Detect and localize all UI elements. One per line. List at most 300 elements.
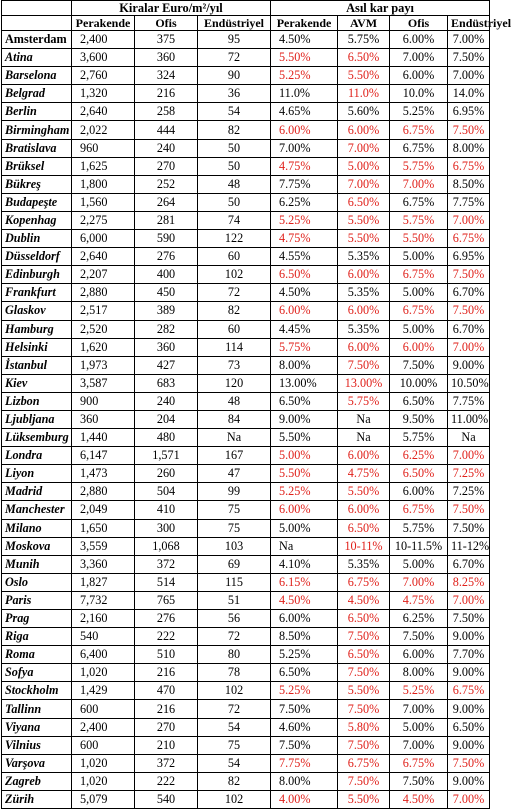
city-name-cell: Paris bbox=[2, 591, 72, 609]
rent-office-cell: 480 bbox=[135, 429, 198, 447]
city-name-cell: Amsterdam bbox=[2, 31, 72, 49]
yield-retail-cell: 7.50% bbox=[271, 736, 338, 754]
rent-industrial-cell: 54 bbox=[198, 754, 271, 772]
yield-mall-cell: 5.50% bbox=[338, 211, 390, 229]
yield-mall-cell: 5.80% bbox=[338, 718, 390, 736]
yield-mall-cell: 4.50% bbox=[338, 591, 390, 609]
rent-retail-cell: 2,880 bbox=[72, 284, 135, 302]
rent-retail-cell: 1,620 bbox=[72, 338, 135, 356]
yield-mall-cell: 6.00% bbox=[338, 266, 390, 284]
yield-group-header: Asıl kar payı bbox=[271, 1, 490, 16]
rent-retail-cell: 1,020 bbox=[72, 754, 135, 772]
yield-office-cell: 6.75% bbox=[390, 193, 448, 211]
rent-office-cell: 514 bbox=[135, 573, 198, 591]
table-row bbox=[2, 230, 490, 248]
yield-retail-cell: 4.50% bbox=[271, 591, 338, 609]
yield-retail-cell: 5.25% bbox=[271, 646, 338, 664]
yield-industrial-cell: 9.00% bbox=[448, 700, 490, 718]
rent-office-cell: 222 bbox=[135, 772, 198, 790]
yield-retail-cell: 5.25% bbox=[271, 67, 338, 85]
yield-mall-cell: 5.50% bbox=[338, 682, 390, 700]
yield-mall-cell: 7.50% bbox=[338, 628, 390, 646]
rent-retail-cell: 600 bbox=[72, 736, 135, 754]
rent-industrial-cell: 84 bbox=[198, 410, 271, 428]
city-name-cell: Atina bbox=[2, 49, 72, 67]
yield-industrial-cell: 7.00% bbox=[448, 338, 490, 356]
table-row bbox=[2, 519, 490, 537]
yield-retail-cell: 7.50% bbox=[271, 700, 338, 718]
city-name-cell: Roma bbox=[2, 646, 72, 664]
yield-industrial-cell: 8.25% bbox=[448, 573, 490, 591]
rent-retail-cell: 1,827 bbox=[72, 573, 135, 591]
yield-retail-cell: 4.10% bbox=[271, 555, 338, 573]
rent-retail-cell: 900 bbox=[72, 392, 135, 410]
rent-industrial-cell: 48 bbox=[198, 175, 271, 193]
yield-mall-cell: 5.50% bbox=[338, 483, 390, 501]
yield-industrial-cell: 7.50% bbox=[448, 266, 490, 284]
yield-retail-cell: 5.75% bbox=[271, 338, 338, 356]
table-row bbox=[2, 664, 490, 682]
yield-retail-cell: 6.00% bbox=[271, 610, 338, 628]
yield-retail-cell: 4.45% bbox=[271, 320, 338, 338]
yield-industrial-cell: 6.95% bbox=[448, 248, 490, 266]
rent-yield-table-container bbox=[1, 0, 511, 809]
city-name-cell: Munih bbox=[2, 555, 72, 573]
rent-industrial-cell: 167 bbox=[198, 447, 271, 465]
table-row bbox=[2, 465, 490, 483]
rent-office-cell: 276 bbox=[135, 610, 198, 628]
yield-mall-cell: 7.50% bbox=[338, 772, 390, 790]
rent-office-cell: 260 bbox=[135, 465, 198, 483]
table-row bbox=[2, 591, 490, 609]
city-name-cell: Birmingham bbox=[2, 121, 72, 139]
yield-industrial-cell: 6.75% bbox=[448, 230, 490, 248]
yield-mall-cell: 6.75% bbox=[338, 754, 390, 772]
city-name-cell: Barselona bbox=[2, 67, 72, 85]
city-name-cell: Sofya bbox=[2, 664, 72, 682]
city-name-cell: Viyana bbox=[2, 718, 72, 736]
yield-office-cell: 6.25% bbox=[390, 447, 448, 465]
table-row bbox=[2, 628, 490, 646]
city-name-cell: Zürih bbox=[2, 790, 72, 808]
rent-office-cell: 360 bbox=[135, 338, 198, 356]
corner-cell bbox=[2, 1, 72, 16]
table-row bbox=[2, 211, 490, 229]
rent-office-cell: 1,571 bbox=[135, 447, 198, 465]
yield-industrial-cell: 7.00% bbox=[448, 591, 490, 609]
table-row bbox=[2, 157, 490, 175]
rent-industrial-cell: 69 bbox=[198, 555, 271, 573]
yield-office-cell: 6.75% bbox=[390, 754, 448, 772]
yield-retail-cell: 13.00% bbox=[271, 374, 338, 392]
yield-industrial-cell: 9.00% bbox=[448, 736, 490, 754]
yield-mall-cell: 5.75% bbox=[338, 31, 390, 49]
yield-office-cell: 5.50% bbox=[390, 230, 448, 248]
table-row bbox=[2, 31, 490, 49]
city-name-cell: Belgrad bbox=[2, 85, 72, 103]
rent-office-cell: 590 bbox=[135, 230, 198, 248]
city-name-cell: Vilnius bbox=[2, 736, 72, 754]
rent-office-cell: 1,068 bbox=[135, 537, 198, 555]
yield-mall-cell: 6.00% bbox=[338, 338, 390, 356]
rent-retail-cell: 1,625 bbox=[72, 157, 135, 175]
rent-retail-cell: 2,640 bbox=[72, 248, 135, 266]
city-name-cell: Bratislava bbox=[2, 139, 72, 157]
yield-office-cell: 4.50% bbox=[390, 790, 448, 808]
yield-industrial-cell: 7.50% bbox=[448, 302, 490, 320]
yield-office-cell: 6.75% bbox=[390, 501, 448, 519]
table-row bbox=[2, 193, 490, 211]
rent-industrial-cell: 80 bbox=[198, 646, 271, 664]
rent-industrial-cell: 51 bbox=[198, 591, 271, 609]
rent-industrial-cell: 72 bbox=[198, 49, 271, 67]
table-row bbox=[2, 49, 490, 67]
yield-office-cell: 6.50% bbox=[390, 392, 448, 410]
table-body bbox=[2, 31, 490, 809]
yield-office-cell: 5.75% bbox=[390, 429, 448, 447]
table-row bbox=[2, 85, 490, 103]
yield-industrial-cell: 6.75% bbox=[448, 157, 490, 175]
yield-office-cell: 8.00% bbox=[390, 664, 448, 682]
yield-industrial-cell: 8.00% bbox=[448, 139, 490, 157]
yield-retail-cell: 7.75% bbox=[271, 175, 338, 193]
table-row bbox=[2, 266, 490, 284]
yield-mall-cell: 5.35% bbox=[338, 284, 390, 302]
yield-office-cell: 7.50% bbox=[390, 772, 448, 790]
yield-industrial-cell: 7.50% bbox=[448, 49, 490, 67]
rent-office-cell: 372 bbox=[135, 754, 198, 772]
yield-industrial-cell: 8.50% bbox=[448, 175, 490, 193]
rent-retail-cell: 3,559 bbox=[72, 537, 135, 555]
yield-mall-cell: 7.00% bbox=[338, 139, 390, 157]
table-row bbox=[2, 248, 490, 266]
yield-office-cell: 6.00% bbox=[390, 646, 448, 664]
yield-industrial-cell: 11-12% bbox=[448, 537, 490, 555]
table-row bbox=[2, 610, 490, 628]
rent-office-cell: 450 bbox=[135, 284, 198, 302]
yield-office-cell: 7.00% bbox=[390, 175, 448, 193]
yield-industrial-cell: 9.00% bbox=[448, 772, 490, 790]
yield-retail-cell: 8.50% bbox=[271, 628, 338, 646]
rent-industrial-cell: 50 bbox=[198, 139, 271, 157]
city-name-cell: Düsseldorf bbox=[2, 248, 72, 266]
rent-office-cell: 470 bbox=[135, 682, 198, 700]
yield-retail-cell: 9.00% bbox=[271, 410, 338, 428]
rent-retail-cell: 3,587 bbox=[72, 374, 135, 392]
yield-mall-cell: Na bbox=[338, 429, 390, 447]
rent-industrial-cell: 56 bbox=[198, 610, 271, 628]
yield-industrial-cell: 7.00% bbox=[448, 790, 490, 808]
col-header-yield-industrial: Endüstriyel bbox=[448, 16, 490, 31]
table-row bbox=[2, 302, 490, 320]
rent-office-cell: 276 bbox=[135, 248, 198, 266]
yield-mall-cell: 6.50% bbox=[338, 49, 390, 67]
yield-industrial-cell: 7.75% bbox=[448, 392, 490, 410]
yield-office-cell: 6.00% bbox=[390, 483, 448, 501]
yield-mall-cell: 5.50% bbox=[338, 790, 390, 808]
yield-retail-cell: 6.25% bbox=[271, 193, 338, 211]
table-row bbox=[2, 356, 490, 374]
rent-retail-cell: 1,020 bbox=[72, 772, 135, 790]
yield-retail-cell: 11.0% bbox=[271, 85, 338, 103]
rent-retail-cell: 1,020 bbox=[72, 664, 135, 682]
rent-retail-cell: 1,440 bbox=[72, 429, 135, 447]
yield-retail-cell: 6.50% bbox=[271, 664, 338, 682]
yield-industrial-cell: 9.00% bbox=[448, 664, 490, 682]
yield-mall-cell: 7.50% bbox=[338, 700, 390, 718]
yield-office-cell: 5.00% bbox=[390, 718, 448, 736]
rent-retail-cell: 3,360 bbox=[72, 555, 135, 573]
table-row bbox=[2, 772, 490, 790]
yield-office-cell: 6.75% bbox=[390, 266, 448, 284]
city-name-cell: Berlin bbox=[2, 103, 72, 121]
yield-industrial-cell: 7.00% bbox=[448, 447, 490, 465]
yield-retail-cell: 4.65% bbox=[271, 103, 338, 121]
yield-retail-cell: 7.75% bbox=[271, 754, 338, 772]
rent-industrial-cell: 60 bbox=[198, 248, 271, 266]
rent-retail-cell: 2,049 bbox=[72, 501, 135, 519]
rent-office-cell: 389 bbox=[135, 302, 198, 320]
city-name-cell: Madrid bbox=[2, 483, 72, 501]
rent-industrial-cell: 75 bbox=[198, 501, 271, 519]
rent-industrial-cell: 72 bbox=[198, 284, 271, 302]
col-header-yield-retail: Perakende bbox=[271, 16, 338, 31]
rent-office-cell: 427 bbox=[135, 356, 198, 374]
rent-office-cell: 240 bbox=[135, 392, 198, 410]
rent-office-cell: 360 bbox=[135, 49, 198, 67]
yield-office-cell: 6.75% bbox=[390, 121, 448, 139]
yield-industrial-cell: 7.50% bbox=[448, 501, 490, 519]
yield-mall-cell: 5.35% bbox=[338, 248, 390, 266]
yield-retail-cell: 4.50% bbox=[271, 31, 338, 49]
table-row bbox=[2, 718, 490, 736]
rent-retail-cell: 6,000 bbox=[72, 230, 135, 248]
yield-industrial-cell: 7.50% bbox=[448, 519, 490, 537]
rent-office-cell: 270 bbox=[135, 157, 198, 175]
yield-industrial-cell: 7.25% bbox=[448, 465, 490, 483]
table-row bbox=[2, 682, 490, 700]
rent-yield-table bbox=[1, 0, 511, 809]
yield-retail-cell: 5.50% bbox=[271, 49, 338, 67]
rent-industrial-cell: 78 bbox=[198, 664, 271, 682]
rent-office-cell: 410 bbox=[135, 501, 198, 519]
rent-office-cell: 270 bbox=[135, 718, 198, 736]
rent-office-cell: 216 bbox=[135, 664, 198, 682]
table-row bbox=[2, 392, 490, 410]
rent-retail-cell: 2,022 bbox=[72, 121, 135, 139]
rent-retail-cell: 1,800 bbox=[72, 175, 135, 193]
rent-office-cell: 540 bbox=[135, 790, 198, 808]
city-name-cell: Bükreş bbox=[2, 175, 72, 193]
yield-retail-cell: 6.00% bbox=[271, 302, 338, 320]
yield-office-cell: 5.00% bbox=[390, 248, 448, 266]
table-row bbox=[2, 790, 490, 808]
rent-industrial-cell: 72 bbox=[198, 700, 271, 718]
rent-retail-cell: 6,147 bbox=[72, 447, 135, 465]
yield-mall-cell: 6.50% bbox=[338, 646, 390, 664]
rent-retail-cell: 2,517 bbox=[72, 302, 135, 320]
yield-office-cell: 6.00% bbox=[390, 31, 448, 49]
rent-retail-cell: 1,650 bbox=[72, 519, 135, 537]
yield-mall-cell: 5.35% bbox=[338, 320, 390, 338]
yield-retail-cell: 4.50% bbox=[271, 284, 338, 302]
city-name-cell: Helsinki bbox=[2, 338, 72, 356]
yield-mall-cell: 11.0% bbox=[338, 85, 390, 103]
rent-office-cell: 252 bbox=[135, 175, 198, 193]
rent-retail-cell: 1,560 bbox=[72, 193, 135, 211]
yield-office-cell: 5.25% bbox=[390, 682, 448, 700]
rent-industrial-cell: 73 bbox=[198, 356, 271, 374]
yield-mall-cell: 10-11% bbox=[338, 537, 390, 555]
rent-industrial-cell: 74 bbox=[198, 211, 271, 229]
city-name-cell: Kiev bbox=[2, 374, 72, 392]
table-row bbox=[2, 284, 490, 302]
yield-mall-cell: 4.75% bbox=[338, 465, 390, 483]
table-row bbox=[2, 429, 490, 447]
table-row bbox=[2, 121, 490, 139]
table-row bbox=[2, 374, 490, 392]
city-name-cell: Riga bbox=[2, 628, 72, 646]
rent-office-cell: 281 bbox=[135, 211, 198, 229]
yield-retail-cell: 4.60% bbox=[271, 718, 338, 736]
yield-industrial-cell: 6.95% bbox=[448, 103, 490, 121]
rent-industrial-cell: 36 bbox=[198, 85, 271, 103]
yield-industrial-cell: 6.50% bbox=[448, 718, 490, 736]
yield-retail-cell: 6.15% bbox=[271, 573, 338, 591]
yield-mall-cell: 7.50% bbox=[338, 356, 390, 374]
table-row bbox=[2, 320, 490, 338]
rent-retail-cell: 2,880 bbox=[72, 483, 135, 501]
yield-industrial-cell: 7.00% bbox=[448, 31, 490, 49]
yield-office-cell: 4.75% bbox=[390, 591, 448, 609]
rent-retail-cell: 5,079 bbox=[72, 790, 135, 808]
yield-retail-cell: 5.25% bbox=[271, 483, 338, 501]
yield-mall-cell: 5.35% bbox=[338, 555, 390, 573]
rent-office-cell: 765 bbox=[135, 591, 198, 609]
rent-office-cell: 264 bbox=[135, 193, 198, 211]
yield-office-cell: 10-11.5% bbox=[390, 537, 448, 555]
yield-office-cell: 7.00% bbox=[390, 700, 448, 718]
rent-industrial-cell: 50 bbox=[198, 193, 271, 211]
yield-retail-cell: 6.50% bbox=[271, 392, 338, 410]
yield-industrial-cell: 9.00% bbox=[448, 628, 490, 646]
rent-retail-cell: 540 bbox=[72, 628, 135, 646]
rent-office-cell: 204 bbox=[135, 410, 198, 428]
yield-mall-cell: 6.00% bbox=[338, 447, 390, 465]
yield-industrial-cell: 7.70% bbox=[448, 646, 490, 664]
city-name-cell: Budapeşte bbox=[2, 193, 72, 211]
rent-industrial-cell: 60 bbox=[198, 320, 271, 338]
rent-industrial-cell: 75 bbox=[198, 519, 271, 537]
rent-industrial-cell: 48 bbox=[198, 392, 271, 410]
yield-mall-cell: 7.00% bbox=[338, 175, 390, 193]
yield-mall-cell: 5.60% bbox=[338, 103, 390, 121]
rent-office-cell: 216 bbox=[135, 85, 198, 103]
city-name-cell: Milano bbox=[2, 519, 72, 537]
yield-industrial-cell: 7.50% bbox=[448, 754, 490, 772]
city-name-cell: İstanbul bbox=[2, 356, 72, 374]
city-name-cell: Glaskov bbox=[2, 302, 72, 320]
rent-office-cell: 240 bbox=[135, 139, 198, 157]
col-header-rent-industrial: Endüstriyel bbox=[198, 16, 271, 31]
rent-industrial-cell: 95 bbox=[198, 31, 271, 49]
rent-office-cell: 444 bbox=[135, 121, 198, 139]
rent-industrial-cell: 50 bbox=[198, 157, 271, 175]
yield-mall-cell: 6.00% bbox=[338, 501, 390, 519]
city-header-cell bbox=[2, 16, 72, 31]
rent-retail-cell: 1,429 bbox=[72, 682, 135, 700]
rent-office-cell: 504 bbox=[135, 483, 198, 501]
rent-industrial-cell: 114 bbox=[198, 338, 271, 356]
table-row bbox=[2, 646, 490, 664]
yield-mall-cell: 7.50% bbox=[338, 736, 390, 754]
city-name-cell: Ljubljana bbox=[2, 410, 72, 428]
yield-retail-cell: Na bbox=[271, 537, 338, 555]
table-row bbox=[2, 555, 490, 573]
rent-industrial-cell: 54 bbox=[198, 718, 271, 736]
city-name-cell: Varşova bbox=[2, 754, 72, 772]
yield-industrial-cell: 7.00% bbox=[448, 211, 490, 229]
yield-retail-cell: 5.00% bbox=[271, 519, 338, 537]
yield-office-cell: 9.50% bbox=[390, 410, 448, 428]
yield-industrial-cell: 6.75% bbox=[448, 682, 490, 700]
city-name-cell: Liyon bbox=[2, 465, 72, 483]
rent-office-cell: 216 bbox=[135, 700, 198, 718]
city-name-cell: Lizbon bbox=[2, 392, 72, 410]
yield-retail-cell: 4.00% bbox=[271, 790, 338, 808]
yield-office-cell: 5.75% bbox=[390, 519, 448, 537]
rent-office-cell: 282 bbox=[135, 320, 198, 338]
yield-retail-cell: 4.75% bbox=[271, 230, 338, 248]
col-header-rent-office: Ofis bbox=[135, 16, 198, 31]
rent-retail-cell: 7,732 bbox=[72, 591, 135, 609]
yield-mall-cell: 6.50% bbox=[338, 519, 390, 537]
rent-group-header: Kiralar Euro/m²/yıl bbox=[72, 1, 271, 16]
rent-industrial-cell: 72 bbox=[198, 628, 271, 646]
yield-retail-cell: 8.00% bbox=[271, 772, 338, 790]
yield-office-cell: 5.75% bbox=[390, 157, 448, 175]
rent-office-cell: 300 bbox=[135, 519, 198, 537]
rent-retail-cell: 360 bbox=[72, 410, 135, 428]
yield-industrial-cell: 6.70% bbox=[448, 284, 490, 302]
city-name-cell: Frankfurt bbox=[2, 284, 72, 302]
yield-mall-cell: 13.00% bbox=[338, 374, 390, 392]
yield-industrial-cell: 10.50% bbox=[448, 374, 490, 392]
rent-office-cell: 210 bbox=[135, 736, 198, 754]
col-header-yield-office: Ofis bbox=[390, 16, 448, 31]
rent-office-cell: 400 bbox=[135, 266, 198, 284]
table-row bbox=[2, 175, 490, 193]
city-name-cell: Dublin bbox=[2, 230, 72, 248]
rent-industrial-cell: 99 bbox=[198, 483, 271, 501]
yield-mall-cell: Na bbox=[338, 410, 390, 428]
yield-mall-cell: 6.75% bbox=[338, 573, 390, 591]
yield-industrial-cell: 7.25% bbox=[448, 483, 490, 501]
rent-retail-cell: 3,600 bbox=[72, 49, 135, 67]
yield-office-cell: 7.00% bbox=[390, 736, 448, 754]
rent-retail-cell: 960 bbox=[72, 139, 135, 157]
table-row bbox=[2, 483, 490, 501]
table-row bbox=[2, 573, 490, 591]
city-name-cell: Kopenhag bbox=[2, 211, 72, 229]
rent-industrial-cell: 75 bbox=[198, 736, 271, 754]
yield-office-cell: 7.00% bbox=[390, 49, 448, 67]
city-name-cell: Brüksel bbox=[2, 157, 72, 175]
yield-industrial-cell: 7.50% bbox=[448, 121, 490, 139]
yield-office-cell: 5.00% bbox=[390, 320, 448, 338]
yield-retail-cell: 5.50% bbox=[271, 465, 338, 483]
rent-retail-cell: 1,973 bbox=[72, 356, 135, 374]
